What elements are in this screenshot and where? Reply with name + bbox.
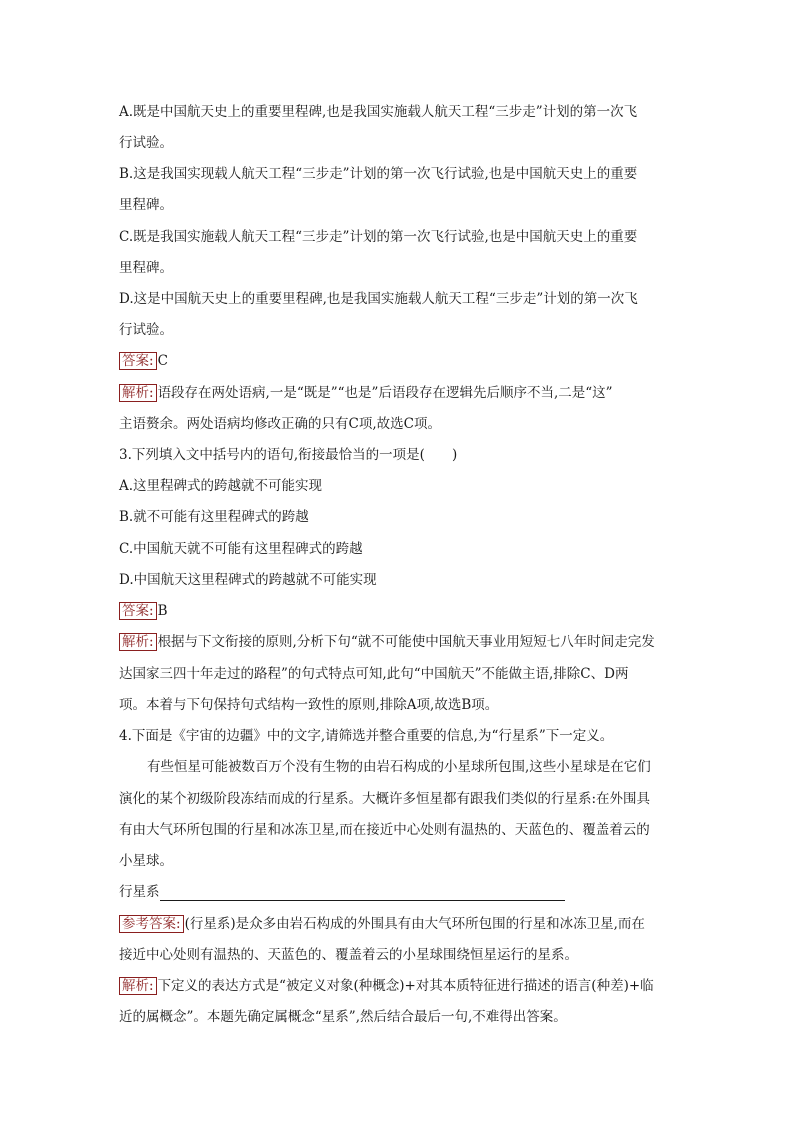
reference-answer-line2: 接近中心处则有温热的、天蓝色的、覆盖着云的小星球围绕恒星运行的星系。 <box>119 947 578 963</box>
question-3-stem: 3.下列填入文中括号内的语句,衔接最恰当的一项是( ) <box>119 447 458 463</box>
passage-line1: 有些恒星可能被数百万个没有生物的由岩石构成的小星球所包围,这些小星球是在它们 <box>147 759 651 775</box>
q3-option-d: D.中国航天这里程碑式的跨越就不可能实现 <box>119 572 377 588</box>
reference-answer-text: (行星系)是众多由岩石构成的外围具有由大气环所包围的行星和冰冻卫星,而在 <box>184 916 645 932</box>
q3-analysis-line3: 项。本着与下句保持句式结构一致性的原则,排除A项,故选B项。 <box>119 697 499 713</box>
analysis-text: 根据与下文衔接的原则,分析下句“就不可能使中国航天事业用短短七八年时间走完发 <box>157 634 655 650</box>
option-c-line2: 里程碑。 <box>119 260 173 276</box>
q4-analysis-line2: 近的属概念”。本题先确定属概念“星系”,然后结合最后一句,不难得出答案。 <box>119 1009 567 1025</box>
option-c-line1: C.既是我国实施载人航天工程“三步走”计划的第一次飞行试验,也是中国航天史上的重要 <box>119 229 638 245</box>
answer-row <box>119 352 168 370</box>
q3-analysis-line2: 达国家三四十年走过的路程”的句式特点可知,此句“中国航天”不能做主语,排除C、D两 <box>119 666 629 682</box>
answer-tag: 答案: <box>119 602 157 620</box>
passage-line3: 有由大气环所包围的行星和冰冻卫星,而在接近中心处则有温热的、天蓝色的、覆盖着云的 <box>119 822 650 838</box>
answer-blank-line <box>160 886 565 901</box>
q3-answer-row <box>119 602 167 620</box>
analysis-line2: 主语赘余。两处语病均修改正确的只有C项,故选C项。 <box>119 416 441 432</box>
option-a-line2: 行试验。 <box>119 135 173 151</box>
option-b-line1: B.这是我国实现载人航天工程“三步走”计划的第一次飞行试验,也是中国航天史上的重要 <box>119 166 638 182</box>
definition-blank-row <box>119 883 565 901</box>
q3-option-a: A.这里程碑式的跨越就不可能实现 <box>119 478 323 494</box>
option-a-line1: A.既是中国航天史上的重要里程碑,也是我国实施载人航天工程“三步走”计划的第一次飞 <box>119 104 638 120</box>
q4-analysis-row <box>119 977 654 995</box>
analysis-row <box>119 384 613 402</box>
option-b-line2: 里程碑。 <box>119 197 173 213</box>
answer-value: C <box>157 353 168 369</box>
question-4-stem: 4.下面是《宇宙的边疆》中的文字,请筛选并整合重要的信息,为“行星系”下一定义。 <box>119 728 614 744</box>
answer-value: B <box>157 603 168 619</box>
reference-answer-tag: 参考答案: <box>119 915 184 933</box>
q3-option-c: C.中国航天就不可能有这里程碑式的跨越 <box>119 541 363 557</box>
analysis-text: 下定义的表达方式是“被定义对象(种概念)+对其本质特征进行描述的语言(种差)+临 <box>157 978 654 994</box>
analysis-tag: 解析: <box>119 633 157 651</box>
answer-tag: 答案: <box>119 352 157 370</box>
analysis-tag: 解析: <box>119 977 157 995</box>
analysis-tag: 解析: <box>119 384 157 402</box>
blank-label: 行星系 <box>119 884 160 900</box>
passage-line4: 小星球。 <box>119 853 173 869</box>
option-d-line2: 行试验。 <box>119 322 173 338</box>
q3-analysis-row <box>119 633 655 651</box>
reference-answer-row <box>119 915 645 933</box>
option-d-line1: D.这是中国航天史上的重要里程碑,也是我国实施载人航天工程“三步走”计划的第一次飞 <box>119 291 638 307</box>
analysis-text: 语段存在两处语病,一是“既是”“也是”后语段存在逻辑先后顺序不当,二是“这” <box>157 385 613 401</box>
q3-option-b: B.就不可能有这里程碑式的跨越 <box>119 509 309 525</box>
passage-line2: 演化的某个初级阶段冻结而成的行星系。大概许多恒星都有跟我们类似的行星系:在外围具 <box>119 791 651 807</box>
